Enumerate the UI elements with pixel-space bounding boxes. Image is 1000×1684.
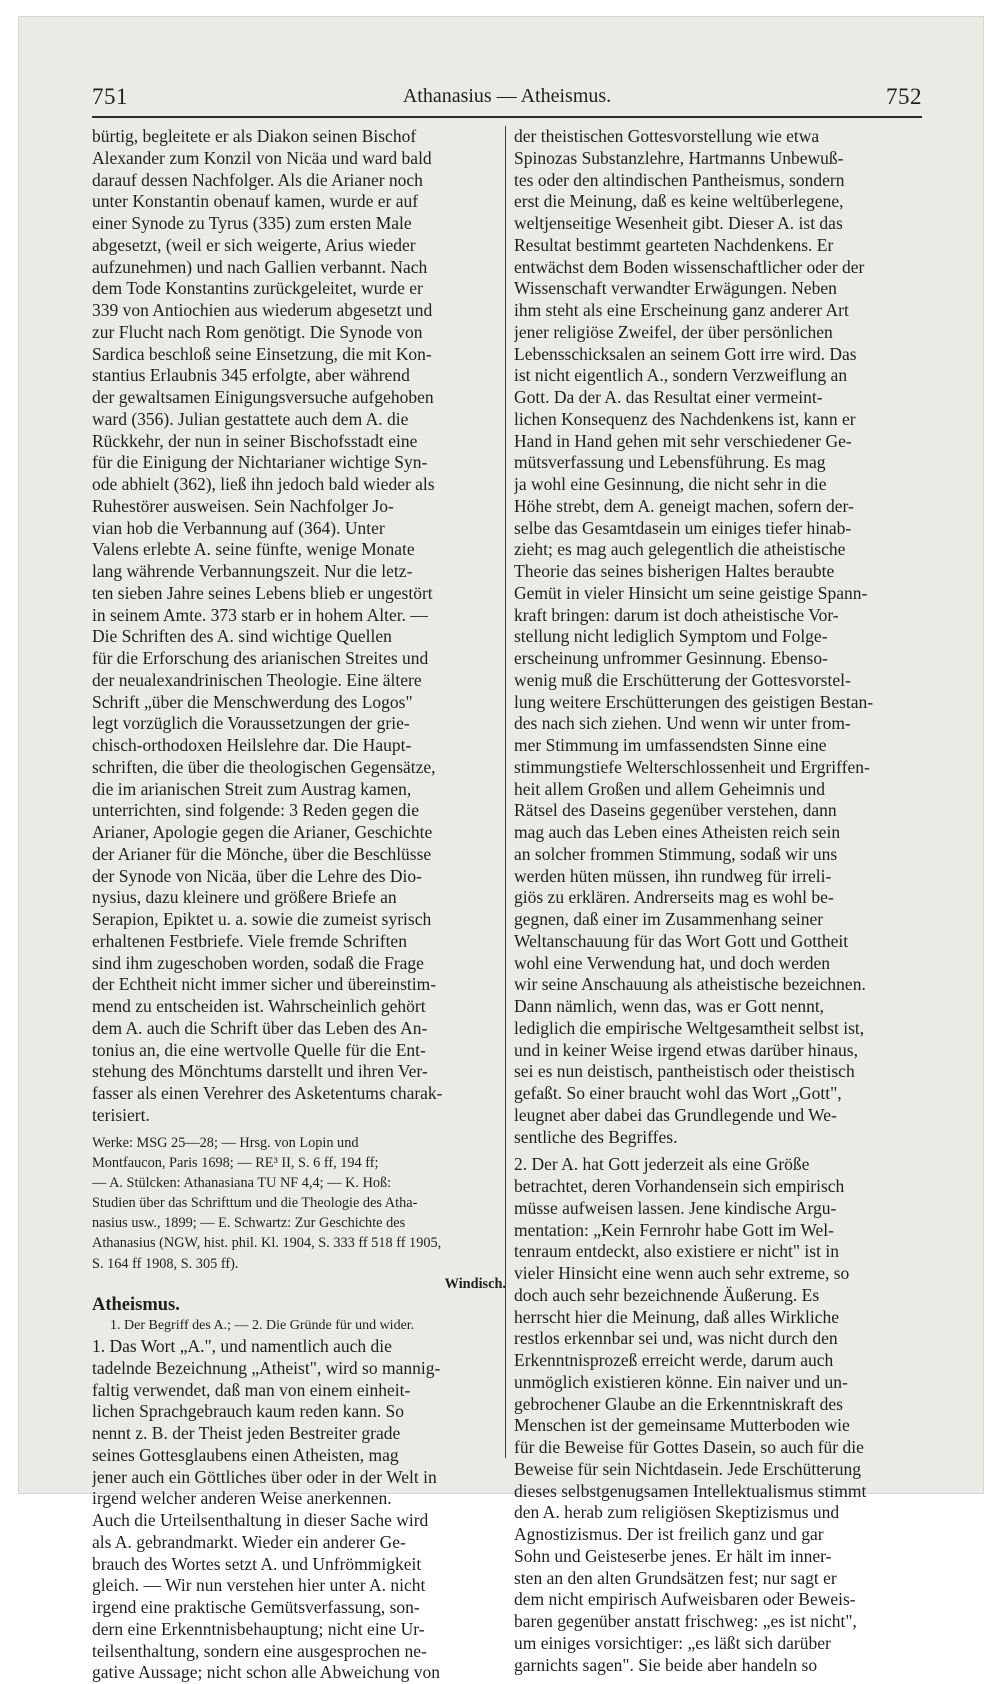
text-line: legt vorzüglich die Voraussetzungen der grie- (92, 713, 410, 734)
text-line: lung weitere Erschütterungen des geistigen Bestan- (514, 691, 874, 712)
text-line: Menschen ist der gemeinsame Mutterboden wie (514, 1415, 850, 1436)
text-line: gegnen, daß einer im Zusammenhang seiner (514, 909, 824, 929)
text-line: irgend eine praktische Gemütsverfassung, son- (92, 1597, 420, 1617)
text-line: Ruhestörer ausweisen. Sein Nachfolger Jo- (92, 495, 394, 516)
text-line: vieler Hinsicht eine wenn auch sehr extreme, so (514, 1263, 850, 1283)
text-line: erst die Meinung, daß es keine weltüberlegene, (514, 191, 844, 212)
text-line: zur Flucht nach Rom genötigt. Die Synode von (92, 321, 423, 342)
text-line: des nach sich ziehen. Und wenn wir unter from- (514, 713, 851, 734)
text-line: erscheinung unfrommer Gesinnung. Ebenso- (514, 648, 828, 668)
text-line: wenig muß die Erschütterung der Gottesvorstel- (514, 669, 851, 690)
text-line: Gott. Da der A. das Resultat einer vermeint- (514, 387, 823, 407)
text-line: unter Konstantin obenauf kamen, wurde er auf (92, 191, 419, 212)
text-line: ten sieben Jahre seines Lebens blieb er ungestört (92, 582, 433, 603)
text-line: Wissenschaft verwandter Erwägungen. Neben (514, 278, 837, 299)
text-line: darauf dessen Nachfolger. Als die Arianer noch (92, 169, 423, 190)
text-line: tonius an, die eine wertvolle Quelle für die Ent- (92, 1039, 426, 1060)
text-line: ist nicht eigentlich A., sondern Verzweiflung an (514, 365, 848, 386)
text-line: Dann nämlich, wenn das, was er Gott nennt, (514, 996, 825, 1016)
article-body (92, 1336, 506, 1684)
text-line: unterrichten, sind folgende: 3 Reden gegen die (92, 800, 420, 821)
text-line: Rätsel des Daseins gegenüber verstehen, dann (514, 800, 837, 821)
right-page-number: 752 (886, 84, 922, 109)
text-line: gative Aussage; nicht schon alle Abweichung von (92, 1662, 440, 1683)
text-line: 2. Der A. hat Gott jederzeit als eine Größe (514, 1154, 810, 1175)
text-line: Schrift „über die Menschwerdung des Logos" (92, 691, 413, 712)
text-line: erhaltenen Festbriefe. Viele fremde Schriften (92, 930, 407, 951)
text-line: Resultat bestimmt gearteten Nachdenkens. Er (514, 234, 834, 255)
text-line: an solcher frommen Stimmung, sodaß wir uns (514, 843, 838, 864)
text-line: betrachtet, deren Vorhandensein sich empirisch (514, 1176, 845, 1196)
text-line: um einiges vorsichtiger: „es läßt sich darüber (514, 1632, 831, 1653)
text-line: nennt z. B. der Theist jeden Bestreiter grade (92, 1423, 401, 1443)
right-section-2 (514, 1154, 932, 1676)
text-line: herrscht hier die Meinung, daß alles Wirkliche (514, 1306, 840, 1327)
text-line: leugnet aber dabei das Grundlegende und We- (514, 1104, 837, 1125)
text-line: ja wohl eine Gesinnung, die nicht sehr in die (514, 474, 827, 494)
literature-line: Studien über das Schrifttum und die Theologie des Atha- (92, 1195, 418, 1212)
text-line: mer Stimmung im umfassendsten Sinne eine (514, 735, 827, 755)
text-line: der neualexandrinischen Theologie. Eine ältere (92, 669, 422, 690)
text-line: mütsverfassung und Lebensführung. Es mag (514, 452, 826, 473)
text-line: stehung des Mönchtums darstellt und ihren Ver- (92, 1061, 428, 1082)
text-line: und in keiner Weise irgend etwas darüber hinaus, (514, 1039, 858, 1060)
text-line: wohl eine Verwendung hat, und doch werden (514, 952, 831, 973)
text-line: seines Gottesglaubens einen Atheisten, mag (92, 1444, 399, 1465)
article-author: Windisch. (444, 1275, 506, 1292)
text-line: lang währende Verbannungszeit. Nur die letz- (92, 561, 413, 581)
text-line: Beweise für sein Nichtdasein. Jede Erschütterung (514, 1458, 861, 1479)
text-line: heit allem Großen und allem Geheimnis und (514, 778, 826, 799)
text-line: sind ihm zugeschoben worden, sodaß die Frage (92, 952, 424, 973)
text-line: unmöglich existieren könne. Ein naiver und un- (514, 1371, 848, 1392)
text-line: mend zu entscheiden ist. Wahrscheinlich gehört (92, 996, 426, 1016)
text-line: stimmungstiefe Welterschlossenheit und Ergriffen- (514, 756, 870, 777)
text-line: dem A. auch die Schrift über das Leben des An- (92, 1017, 428, 1038)
text-line: brauch des Wortes setzt A. und Unfrömmigkeit (92, 1553, 422, 1574)
text-line: Lebensschicksalen an seinem Gott irre wird. Das (514, 343, 857, 364)
text-line: in seinem Amte. 373 starb er in hohem Alter. — (92, 604, 428, 625)
text-line: den A. herab zum religiösen Skeptizismus und (514, 1502, 840, 1523)
text-line: tadelnde Bezeichnung „Atheist", wird so mannig- (92, 1357, 441, 1378)
text-line: wir seine Anschauung als atheistische bezeichnen. (514, 974, 866, 995)
text-line: stellung nicht lediglich Symptom und Folge- (514, 626, 828, 647)
text-line: irgend welcher anderen Weise anerkennen. (92, 1488, 392, 1509)
text-line: gebrochener Glaube an die Erkenntniskraft des (514, 1393, 843, 1414)
text-line: faltig verwendet, daß man von einem einheit- (92, 1379, 411, 1400)
text-line: Die Schriften des A. sind wichtige Quellen (92, 626, 392, 647)
text-line: ode abhielt (362), ließ ihn jedoch bald wieder als (92, 474, 435, 494)
article-subtitle: 1. Der Begriff des A.; — 2. Die Gründe für und wider. (110, 1318, 415, 1333)
left-page-number: 751 (92, 84, 128, 109)
text-line: lichen Sprachgebrauch kaum reden kann. So (92, 1401, 404, 1422)
text-line: Arianer, Apologie gegen die Arianer, Geschichte (92, 822, 433, 842)
text-line: Rückkehr, der nun in seiner Bischofsstadt eine (92, 430, 418, 451)
text-line: mag auch das Leben eines Atheisten reich sein (514, 822, 841, 842)
text-line: tes oder den altindischen Pantheismus, sondern (514, 169, 845, 190)
text-line: Serapion, Epiktet u. a. sowie die zumeist syrisch (92, 909, 432, 929)
text-line: chisch-orthodoxen Heilslehre dar. Die Haupt- (92, 735, 412, 755)
text-line: für die Einigung der Nichtarianer wichtige Syn- (92, 452, 428, 473)
literature-line: Montfaucon, Paris 1698; — RE³ II, S. 6 ff, 194 ff; (92, 1154, 379, 1171)
text-line: für die Beweise für Gottes Dasein, so auch für die (514, 1437, 864, 1457)
text-line: Höhe strebt, dem A. geneigt machen, sofern der- (514, 495, 854, 516)
text-line: werden hüten müssen, ihn rundweg für irreli- (514, 865, 832, 886)
text-line: Agnostizismus. Der ist freilich ganz und gar (514, 1524, 824, 1544)
text-line: giös zu erklären. Andrerseits mag es wohl be- (514, 887, 834, 908)
left-body-text (92, 126, 506, 1127)
text-line: fasser als einen Verehrer des Asketentums charak- (92, 1083, 443, 1103)
text-line: aufzunehmen) und nach Gallien verbannt. Nach (92, 256, 428, 277)
running-header (92, 82, 922, 118)
text-line: garnichts sagen". Sie beide aber handeln so (514, 1654, 818, 1675)
text-line: Sohn und Geisteserbe jenes. Er hält im inner- (514, 1545, 832, 1566)
text-line: vian hob die Verbannung auf (364). Unter (92, 517, 385, 538)
text-line: der Synode von Nicäa, über die Lehre des Dio- (92, 865, 422, 886)
text-line: dem Tode Konstantins zurückgeleitet, wurde er (92, 278, 423, 299)
literature-line: — A. Stülcken: Athanasiana TU NF 4,4; — K. Hoß: (92, 1174, 392, 1191)
text-line: sei es nun deistisch, pantheistisch oder theistisch (514, 1061, 855, 1082)
text-line: weltjenseitige Wesenheit gibt. Dieser A. ist das (514, 213, 843, 233)
text-line: Sardica beschloß seine Einsetzung, die mit Kon- (92, 343, 432, 364)
text-line: sentliche des Begriffes. (514, 1126, 678, 1147)
text-line: kraft bringen: darum ist doch atheistische Vor- (514, 604, 839, 625)
literature-line: Athanasius (NGW, hist. phil. Kl. 1904, S. 333 ff 518 ff 1905, (92, 1235, 442, 1252)
text-line: als A. gebrandmarkt. Wieder ein anderer Ge- (92, 1531, 406, 1552)
text-line: der Arianer für die Mönche, über die Beschlüsse (92, 843, 432, 864)
text-line: teilsenthaltung, sondern eine ausgesprochen ne- (92, 1640, 427, 1661)
text-line: sten an den alten Grundsätzen fest; nur sagt er (514, 1567, 837, 1588)
literature-line: S. 164 ff 1908, S. 305 ff). (92, 1255, 239, 1272)
text-line: restlos erkennbar sei und, was nicht durch den (514, 1328, 838, 1349)
text-line: nysius, dazu kleinere und größere Briefe an (92, 887, 397, 908)
text-line: Hand in Hand gehen mit sehr verschiedener Ge- (514, 430, 852, 451)
text-line: mentation: „Kein Fernrohr habe Gott im Wel- (514, 1219, 834, 1240)
text-line: gleich. — Wir nun verstehen hier unter A. nicht (92, 1575, 426, 1596)
right-section-1 (514, 126, 932, 1148)
literature-references (92, 1133, 506, 1274)
text-line: tenraum entdeckt, also existiere er nicht" ist in (514, 1241, 839, 1262)
text-line: schriften, die über die theologischen Gegensätze, (92, 756, 436, 777)
running-title: Athanasius — Atheismus. (402, 85, 612, 107)
left-column (92, 126, 506, 1684)
text-line: 1. Das Wort „A.", und namentlich auch die (92, 1336, 392, 1356)
text-line: Erkenntnisprozeß erreicht werde, darum auch (514, 1350, 834, 1370)
right-column (514, 126, 932, 1676)
text-line: selbe das Gesamtdasein um einiges tiefer hinab- (514, 517, 852, 538)
text-line: zieht; es mag auch gelegentlich die atheistische (514, 539, 846, 560)
text-line: abgesetzt, (weil er sich weigerte, Arius wieder (92, 234, 416, 255)
text-line: terisiert. (92, 1104, 150, 1125)
text-line: gefaßt. So einer braucht wohl das Wort „Gott", (514, 1083, 842, 1103)
text-line: entwächst dem Boden wissenschaftlicher oder der (514, 256, 865, 277)
literature-line: nasius usw., 1899; — E. Schwartz: Zur Geschichte des (92, 1215, 406, 1232)
text-line: Valens erlebte A. seine fünfte, wenige Monate (92, 539, 415, 560)
article-title: Atheismus. (92, 1295, 180, 1315)
text-line: müsse aufweisen lassen. Jene kindische Argu- (514, 1197, 837, 1218)
text-line: dem nicht empirisch Aufweisbaren oder Beweis- (514, 1589, 856, 1610)
text-line: Weltanschauung für das Wort Gott und Gottheit (514, 930, 849, 951)
text-line: lediglich die empirische Weltgesamtheit selbst ist, (514, 1017, 865, 1038)
text-line: 339 von Antiochien aus wiederum abgesetzt und (92, 300, 433, 320)
text-line: doch auch sehr bezeichnende Äußerung. Es (514, 1284, 820, 1305)
text-line: die im arianischen Streit zum Austrag kamen, (92, 778, 412, 799)
text-line: ihm steht als eine Erscheinung ganz anderer Art (514, 300, 849, 320)
text-line: einer Synode zu Tyrus (335) zum ersten Male (92, 213, 412, 233)
text-line: Gemüt in vieler Hinsicht um seine geistige Spann- (514, 582, 868, 603)
text-line: ward (356). Julian gestattete auch dem A. die (92, 408, 409, 429)
text-line: Spinozas Substanzlehre, Hartmanns Unbewuß- (514, 147, 844, 168)
text-line: Alexander zum Konzil von Nicäa und ward bald (92, 147, 432, 168)
text-line: stantius Erlaubnis 345 erfolgte, aber während (92, 365, 410, 386)
text-line: der gewaltsamen Einigungsversuche aufgehoben (92, 387, 434, 407)
text-line: Theorie das seines bisherigen Haltes beraubte (514, 561, 835, 581)
text-line: lichen Konsequenz des Nachdenkens ist, kann er (514, 408, 856, 429)
literature-line: Werke: MSG 25—28; — Hrsg. von Lopin und (92, 1134, 359, 1151)
text-line: dern eine Erkenntnisbehauptung; nicht eine Ur- (92, 1618, 425, 1639)
text-line: der Echtheit nicht immer sicher und übereinstim- (92, 974, 437, 995)
text-line: Auch die Urteilsenthaltung in dieser Sache wird (92, 1510, 429, 1530)
text-line: der theistischen Gottesvorstellung wie etwa (514, 126, 820, 146)
text-line: bürtig, begleitete er als Diakon seinen Bischof (92, 126, 417, 146)
text-line: für die Erforschung des arianischen Streites und (92, 648, 429, 668)
text-line: jener auch ein Göttliches über oder in der Welt in (92, 1466, 437, 1487)
text-line: dieses selbstgenugsamen Intellektualismus stimmt (514, 1480, 867, 1501)
text-line: baren gegenüber anstatt frischweg: „es ist nicht", (514, 1611, 857, 1631)
text-line: jener religiöse Zweifel, der über persönlichen (514, 321, 833, 342)
